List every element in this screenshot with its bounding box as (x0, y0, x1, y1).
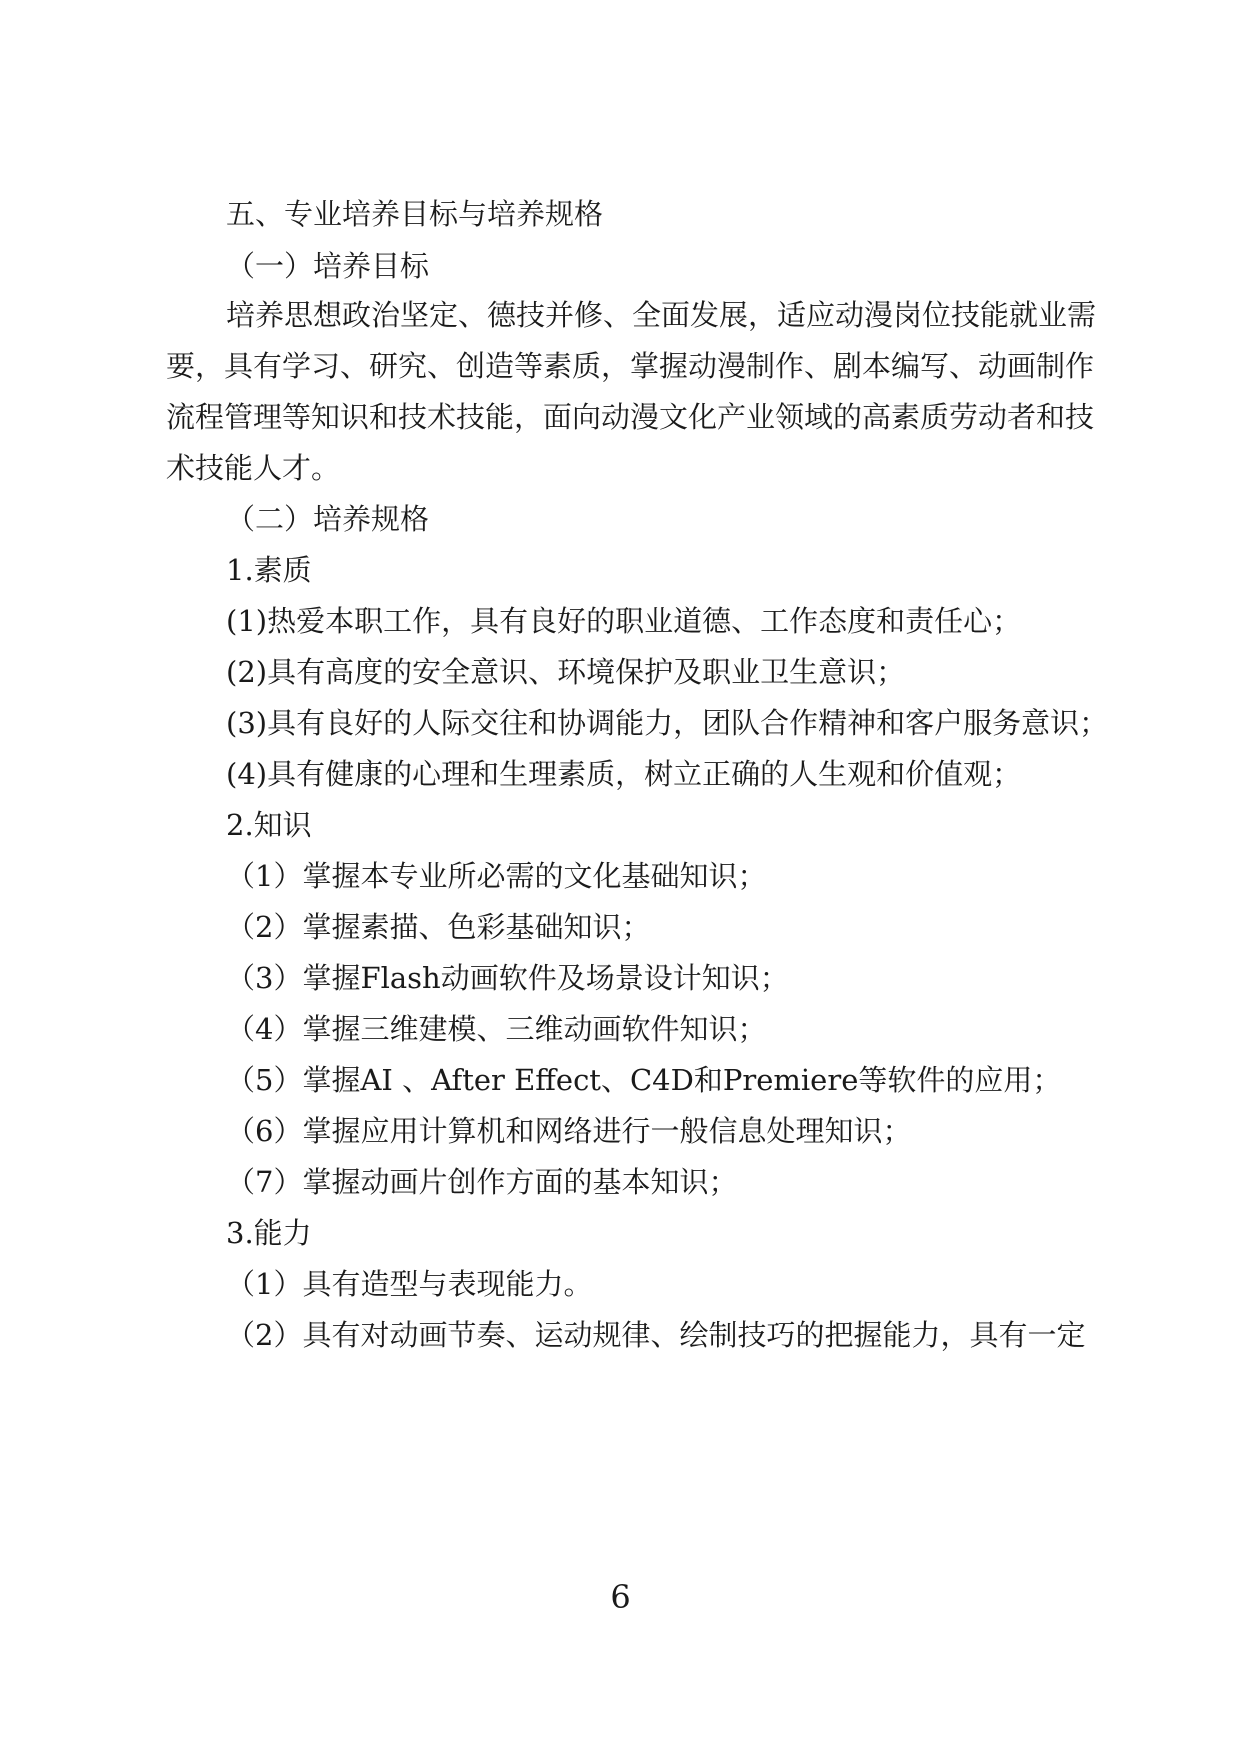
goal-paragraph-line: 流程管理等知识和技术技能，面向动漫文化产业领域的高素质劳动者和技 (166, 400, 1095, 434)
quality-item: (1)热爱本职工作，具有良好的职业道德、工作态度和责任心； (226, 604, 1022, 638)
knowledge-item: （2）掌握素描、色彩基础知识； (226, 910, 651, 944)
knowledge-item: （4）掌握三维建模、三维动画软件知识； (226, 1012, 767, 1046)
quality-item: (4)具有健康的心理和生理素质，树立正确的人生观和价值观； (226, 757, 1022, 791)
quality-item: (2)具有高度的安全意识、环境保护及职业卫生意识； (226, 655, 906, 689)
knowledge-item: （1）掌握本专业所必需的文化基础知识； (226, 859, 767, 893)
quality-item: (3)具有良好的人际交往和协调能力，团队合作精神和客户服务意识； (226, 706, 1109, 740)
goal-paragraph-line: 培养思想政治坚定、德技并修、全面发展，适应动漫岗位技能就业需 (226, 298, 1097, 332)
goal-paragraph-line: 要，具有学习、研究、创造等素质，掌握动漫制作、剧本编写、动画制作 (166, 349, 1095, 383)
heading-ability: 3.能力 (226, 1216, 312, 1250)
ability-item: （2）具有对动画节奏、运动规律、绘制技巧的把握能力，具有一定 (226, 1318, 1086, 1352)
section-title: 五、专业培养目标与培养规格 (226, 197, 604, 231)
ability-item: （1）具有造型与表现能力。 (226, 1267, 593, 1301)
knowledge-item: （7）掌握动画片创作方面的基本知识； (226, 1165, 738, 1199)
knowledge-item: （6）掌握应用计算机和网络进行一般信息处理知识； (226, 1114, 912, 1148)
goal-paragraph-line: 术技能人才。 (166, 451, 341, 485)
knowledge-item: （3）掌握Flash动画软件及场景设计知识； (226, 961, 789, 995)
heading-knowledge: 2.知识 (226, 808, 312, 842)
knowledge-item: （5）掌握AI 、After Effect、C4D和Premiere等软件的应用； (226, 1063, 1062, 1097)
subsection-title-spec: （二）培养规格 (226, 502, 430, 536)
page-number: 6 (610, 1578, 631, 1616)
subsection-title-goal: （一）培养目标 (226, 249, 430, 283)
heading-quality: 1.素质 (226, 553, 312, 587)
